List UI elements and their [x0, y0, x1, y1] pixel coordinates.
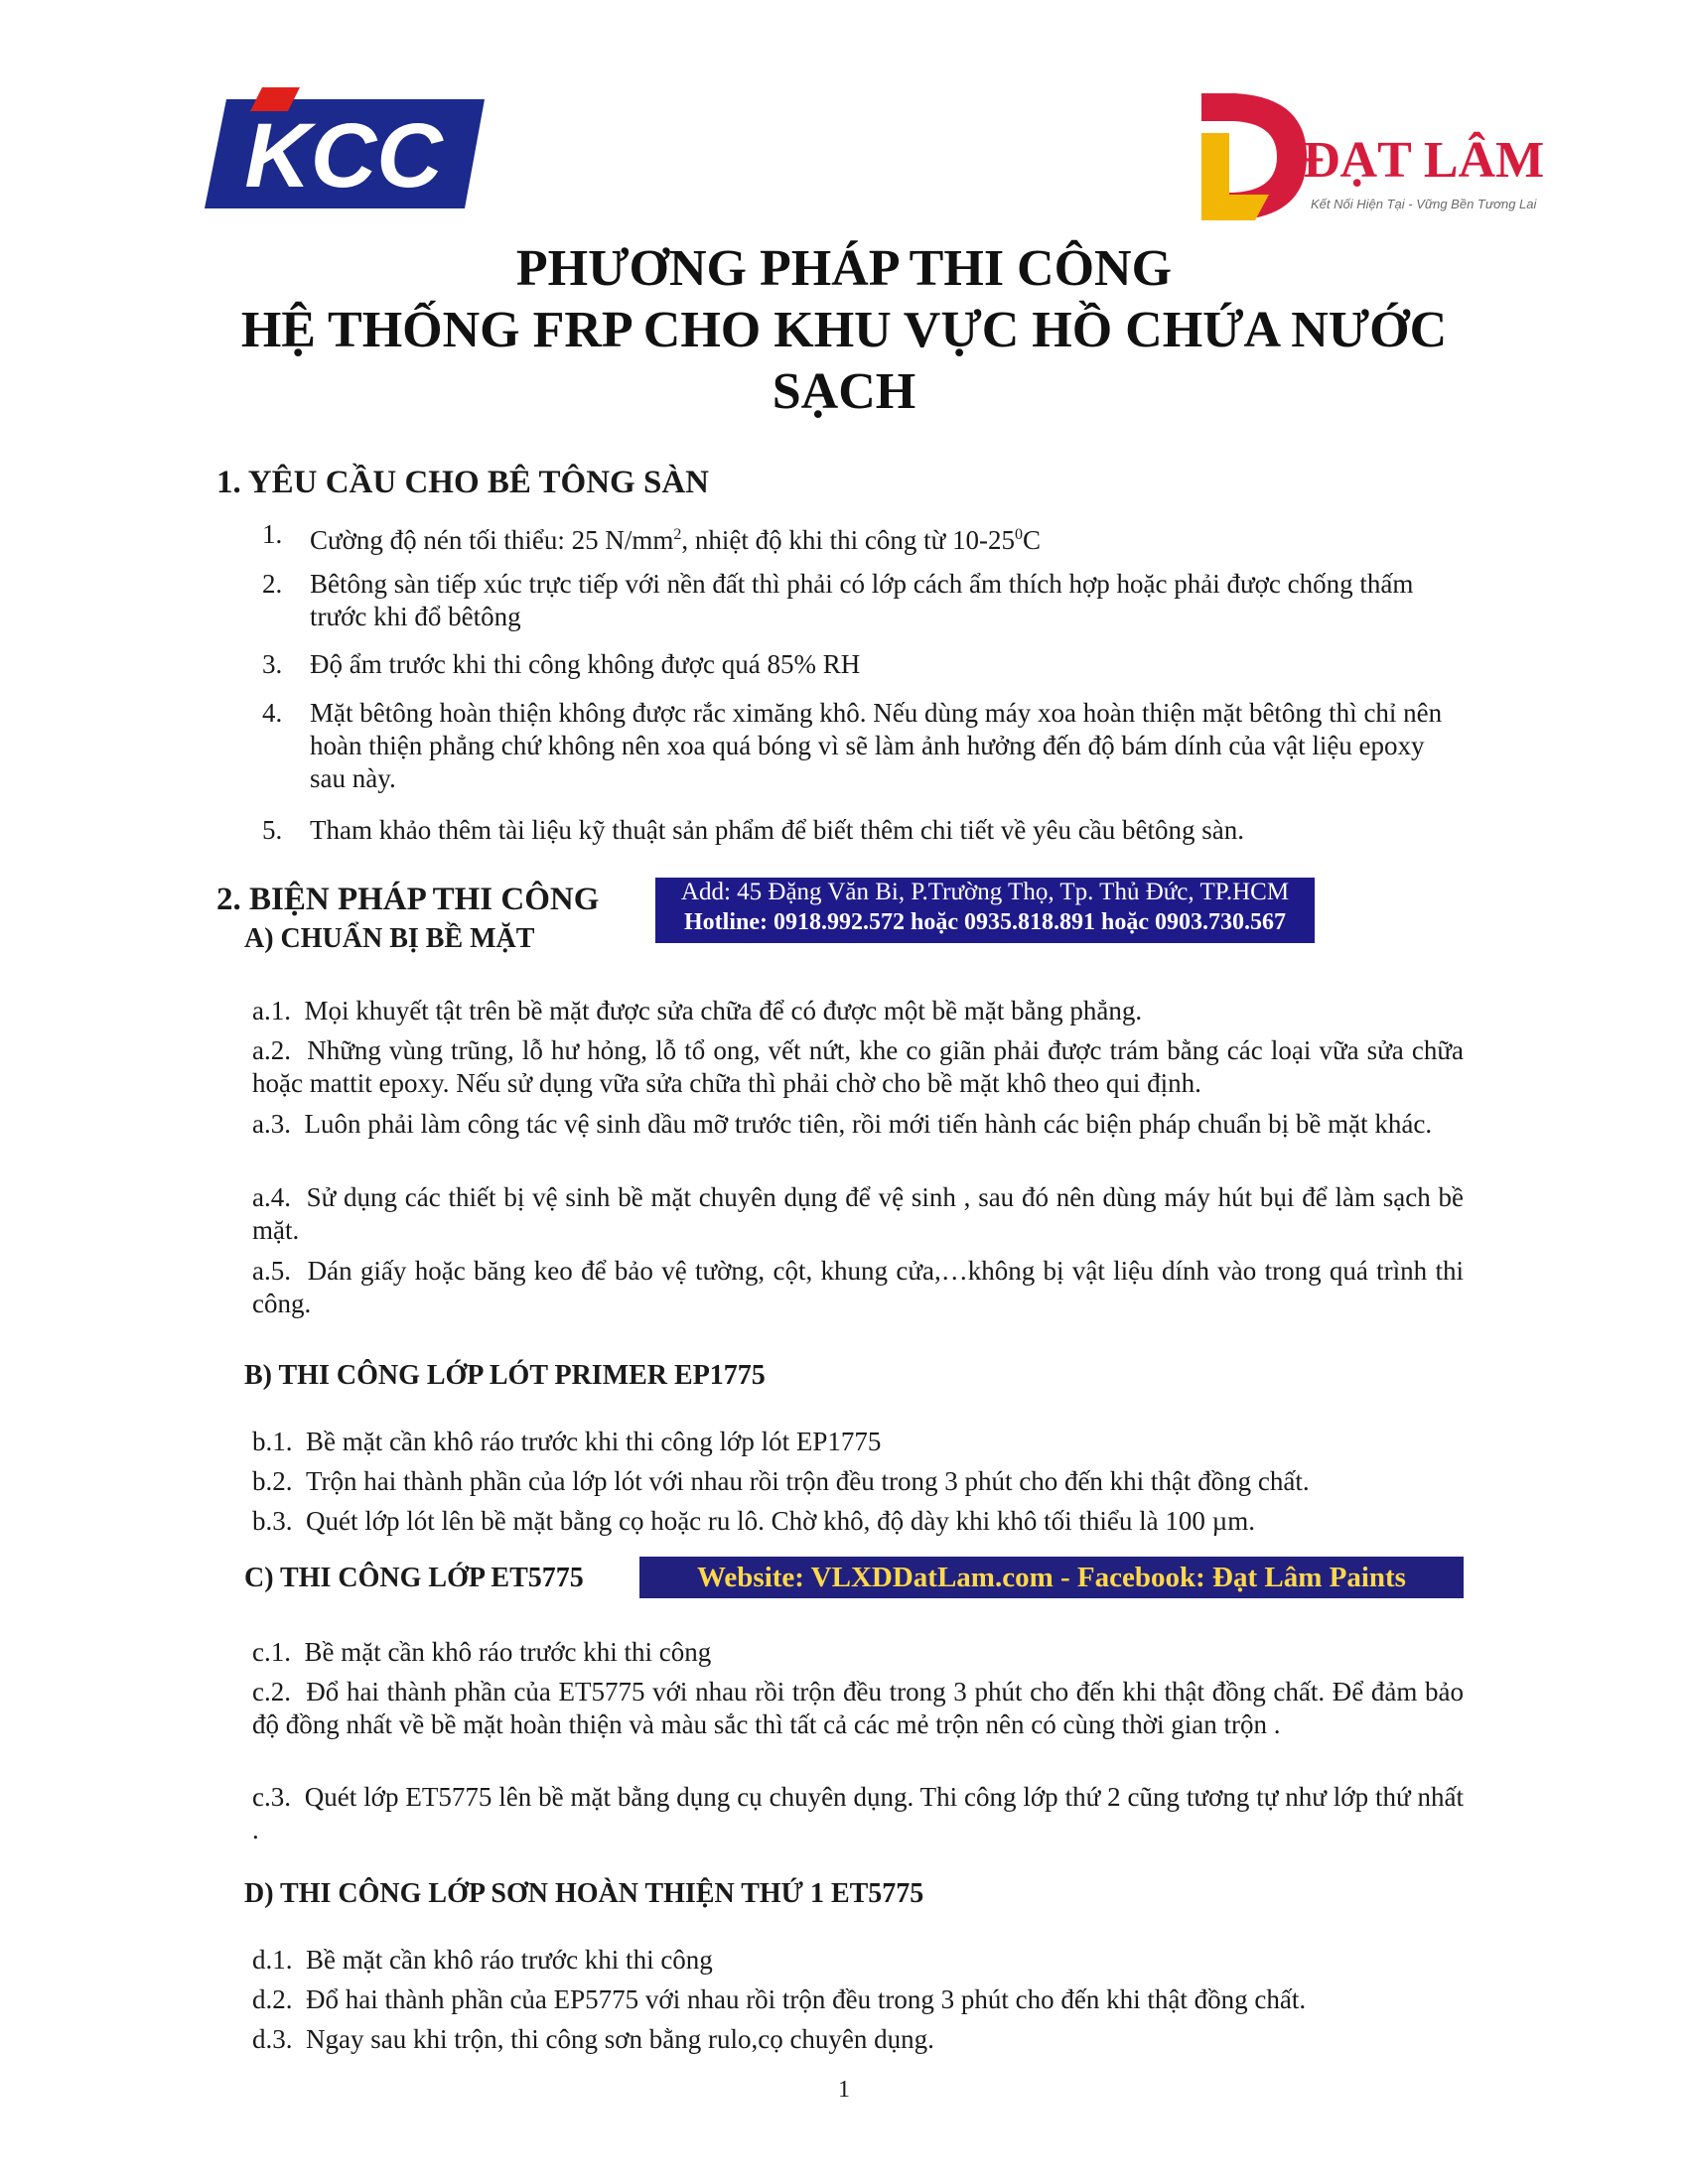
item-text: Những vùng trũng, lỗ hư hỏng, lỗ tổ ong, vết nứt, khe co giãn phải được trám bằng các loại vữa sửa chữa hoặc mattit epoxy. Nếu sử dụng vữa sửa chữa thì phải chờ cho bề mặt khô theo qui định. — [252, 1035, 1465, 1098]
website-banner: Website: VLXDDatLam.com - Facebook: Đạt Lâm Paints — [639, 1557, 1464, 1598]
item-number: d.1. — [252, 1945, 293, 1975]
contact-banner — [655, 878, 1315, 943]
document-title — [99, 238, 1589, 423]
item-number: d.2. — [252, 1984, 293, 2014]
item-number: b.1. — [252, 1427, 293, 1456]
subsection-a-item-4 — [252, 1181, 1464, 1247]
subsection-a-heading: A) CHUẨN BỊ BỀ MẶT — [244, 923, 535, 954]
title-line-3: SẠCH — [772, 363, 916, 420]
section-1-item-4 — [262, 697, 1464, 796]
section-2-heading: 2. BIỆN PHÁP THI CÔNG — [216, 882, 600, 917]
item-text: Tham khảo thêm tài liệu kỹ thuật sản phẩm để biết thêm chi tiết về yêu cầu bêtông sàn. — [310, 815, 1244, 845]
datlam-brand-text: ĐẠT LÂM — [1303, 132, 1545, 189]
item-text: Trộn hai thành phần của lớp lót với nhau rồi trộn đều trong 3 phút cho đến khi thật đồng chất. — [306, 1466, 1310, 1496]
subsection-b-item-2 — [252, 1465, 1464, 1498]
item-number: a.3. — [252, 1109, 291, 1139]
subsection-a-item-3 — [252, 1108, 1464, 1141]
kcc-logo-graphic — [205, 85, 485, 214]
item-number: a.1. — [252, 996, 291, 1025]
item-text: Dán giấy hoặc băng keo để bảo vệ tường, cột, khung cửa,…không bị vật liệu dính vào trong quá trình thi công. — [252, 1256, 1464, 1318]
subsection-b-item-3 — [252, 1505, 1464, 1538]
item-text: Bề mặt cần khô ráo trước khi thi công — [304, 1637, 712, 1667]
item-text: Độ ẩm trước khi thi công không được quá 85% RH — [310, 649, 861, 679]
subsection-c-item-2 — [252, 1676, 1464, 1741]
datlam-logo-graphic — [1196, 93, 1563, 222]
item-number: 2. — [262, 569, 283, 599]
subsection-b-item-1 — [252, 1426, 1464, 1458]
item-number: c.1. — [252, 1637, 291, 1667]
subsection-b-heading: B) THI CÔNG LỚP LÓT PRIMER EP1775 — [244, 1360, 766, 1391]
item-text: Ngay sau khi trộn, thi công sơn bằng rulo,cọ chuyên dụng. — [306, 2024, 934, 2054]
item-text: Quét lớp lót lên bề mặt bằng cọ hoặc ru lô. Chờ khô, độ dày khi khô tối thiểu là 100 µm. — [306, 1506, 1255, 1536]
subsection-d-item-3 — [252, 2023, 1464, 2056]
title-line-1: PHƯƠNG PHÁP THI CÔNG — [515, 240, 1173, 297]
contact-hotline: Hotline: 0918.992.572 hoặc 0935.818.891 hoặc 0903.730.567 — [684, 909, 1286, 935]
item-number: 4. — [262, 698, 283, 728]
datlam-logo — [1196, 93, 1563, 222]
section-1-item-5 — [262, 814, 1464, 848]
subsection-c-item-3 — [252, 1781, 1464, 1846]
section-1-item-1 — [262, 518, 1464, 555]
item-text: Đổ hai thành phần của ET5775 với nhau rồi trộn đều trong 3 phút cho đến khi thật đồng chất. Để đảm bảo độ đồng nhất về bề mặt hoàn thiện và màu sắc thì tất cả các mẻ trộn nên có cùng thời gian trộn . — [252, 1677, 1464, 1739]
section-1-heading: 1. YÊU CẦU CHO BÊ TÔNG SÀN — [216, 465, 709, 500]
item-text: Mặt bêtông hoàn thiện không được rắc ximăng khô. Nếu dùng máy xoa hoàn thiện mặt bêtông thì chỉ nên hoàn thiện phẳng chứ không nên xoa quá bóng vì sẽ làm ảnh hưởng đến độ bám dính của vật liệu epoxy sau này. — [310, 698, 1443, 793]
subsection-d-item-1 — [252, 1944, 1464, 1977]
contact-address: Add: 45 Đặng Văn Bi, P.Trường Thọ, Tp. Thủ Đức, TP.HCM — [680, 879, 1290, 905]
kcc-logo — [205, 85, 485, 214]
item-number: 1. — [262, 519, 283, 549]
datlam-slogan: Kết Nối Hiện Tại - Vững Bền Tương Lai — [1311, 197, 1537, 211]
subsection-d-heading: D) THI CÔNG LỚP SƠN HOÀN THIỆN THỨ 1 ET5775 — [244, 1878, 924, 1909]
item-number: a.2. — [252, 1035, 291, 1065]
subsection-c-heading: C) THI CÔNG LỚP ET5775 — [244, 1563, 584, 1593]
item-number: a.5. — [252, 1256, 291, 1286]
item-text: Bề mặt cần khô ráo trước khi thi công lớp lót EP1775 — [306, 1427, 882, 1456]
item-text: Luôn phải làm công tác vệ sinh dầu mỡ trước tiên, rồi mới tiến hành các biện pháp chuẩn bị bề mặt khác. — [304, 1109, 1433, 1139]
item-text: Đổ hai thành phần của EP5775 với nhau rồi trộn đều trong 3 phút cho đến khi thật đồng chất. — [306, 1984, 1307, 2014]
item-text: Mọi khuyết tật trên bề mặt được sửa chữa để có được một bề mặt bằng phẳng. — [304, 996, 1143, 1025]
item-text: Bêtông sàn tiếp xúc trực tiếp với nền đất thì phải có lớp cách ẩm thích hợp hoặc phải được chống thấm trước khi đổ bêtông — [310, 569, 1414, 631]
subsection-c-item-1 — [252, 1636, 1464, 1669]
item-text: Sử dụng các thiết bị vệ sinh bề mặt chuyên dụng để vệ sinh , sau đó nên dùng máy hút bụi để làm sạch bề mặt. — [252, 1182, 1464, 1245]
subsection-d-item-2 — [252, 1983, 1464, 2016]
item-number: c.2. — [252, 1677, 291, 1706]
kcc-logo-text: KCC — [244, 105, 443, 206]
item-text: Bề mặt cần khô ráo trước khi thi công — [306, 1945, 713, 1975]
item-text: Cường độ nén tối thiểu: 25 $N/mm^2$, nhiệt độ khi thi công từ $10-25^0C$ — [310, 525, 1042, 555]
item-number: 5. — [262, 815, 283, 845]
title-line-2: HỆ THỐNG FRP CHO KHU VỰC HỒ CHỨA NƯỚC — [240, 302, 1448, 358]
page-number: 1 — [838, 2077, 850, 2103]
subsection-a-item-2 — [252, 1034, 1464, 1100]
item-number: b.2. — [252, 1466, 293, 1496]
subsection-a-item-5 — [252, 1255, 1464, 1320]
item-number: b.3. — [252, 1506, 293, 1536]
item-number: 3. — [262, 649, 283, 679]
item-number: d.3. — [252, 2024, 293, 2054]
section-1-item-3 — [262, 648, 1464, 682]
subsection-a-item-1 — [252, 995, 1464, 1027]
item-number: a.4. — [252, 1182, 291, 1212]
item-text: Quét lớp ET5775 lên bề mặt bằng dụng cụ chuyên dụng. Thi công lớp thứ 2 cũng tương tự như lớp thứ nhất . — [252, 1782, 1464, 1844]
item-number: c.3. — [252, 1782, 291, 1812]
section-1-item-2 — [262, 568, 1464, 635]
